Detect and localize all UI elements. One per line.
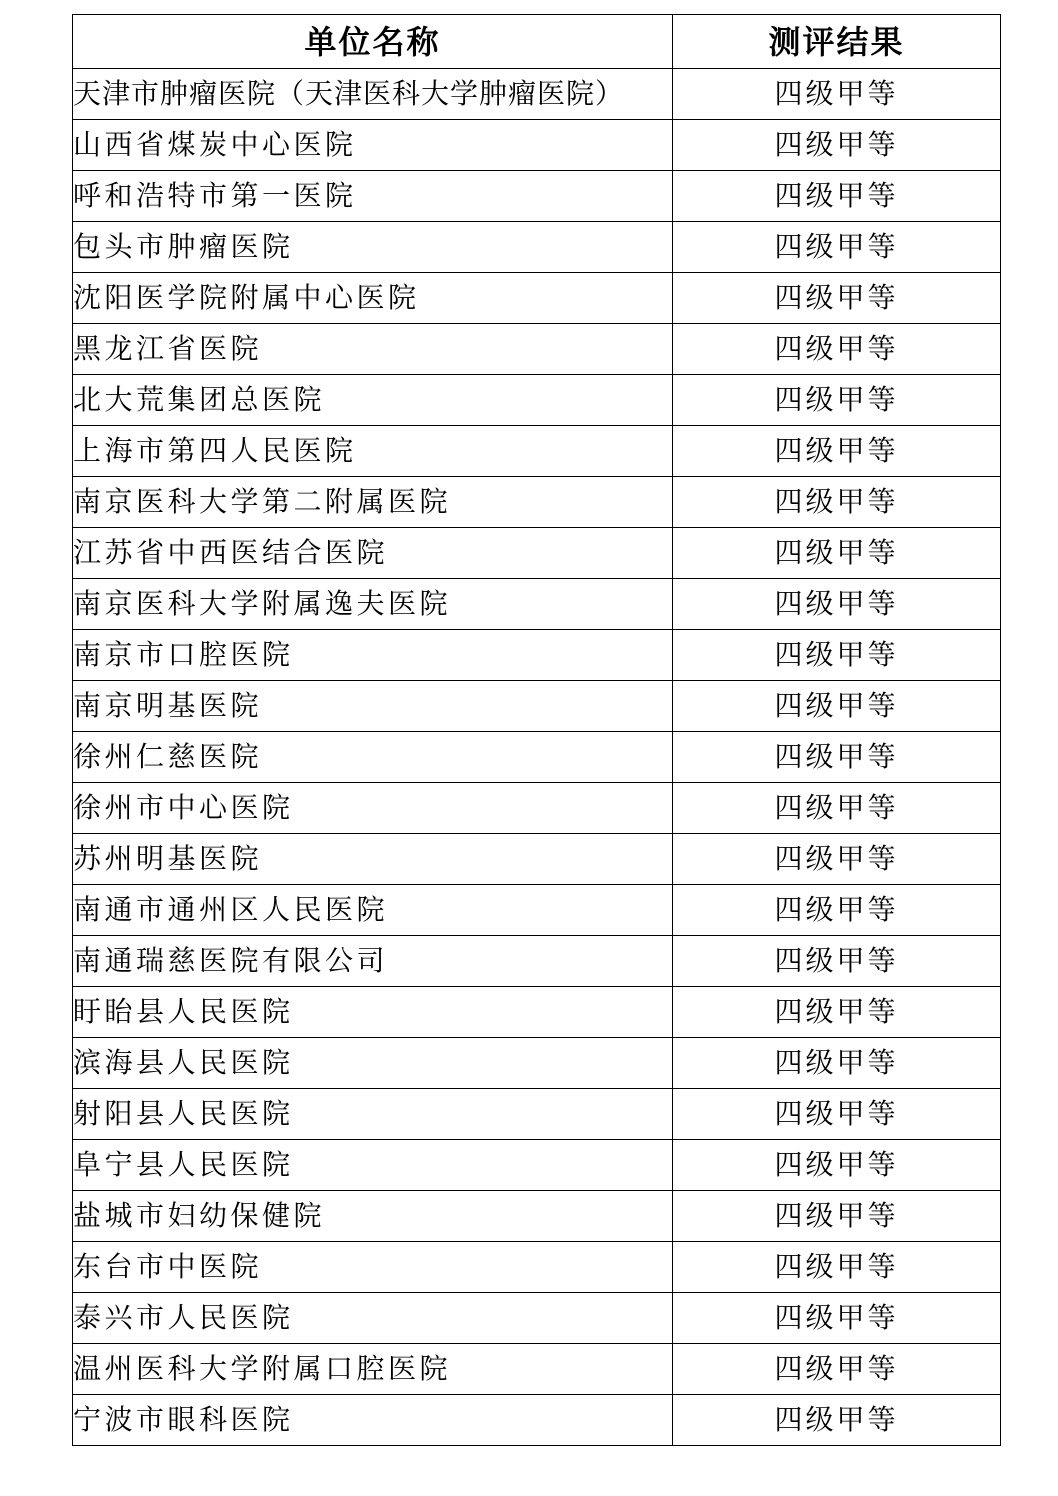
result-cell: 四级甲等	[673, 630, 1001, 681]
table-row	[73, 1242, 1001, 1293]
table-row	[73, 120, 1001, 171]
result-cell: 四级甲等	[673, 1344, 1001, 1395]
unit-name-cell: 徐州市中心医院	[73, 783, 673, 834]
result-cell: 四级甲等	[673, 324, 1001, 375]
result-cell: 四级甲等	[673, 936, 1001, 987]
table-row	[73, 732, 1001, 783]
table-row	[73, 477, 1001, 528]
result-cell: 四级甲等	[673, 171, 1001, 222]
result-cell: 四级甲等	[673, 1038, 1001, 1089]
unit-name-cell: 沈阳医学院附属中心医院	[73, 273, 673, 324]
table-header-row	[73, 15, 1001, 69]
result-cell: 四级甲等	[673, 579, 1001, 630]
result-cell: 四级甲等	[673, 273, 1001, 324]
table-row	[73, 1395, 1001, 1446]
table-row	[73, 579, 1001, 630]
unit-name-cell: 徐州仁慈医院	[73, 732, 673, 783]
unit-name-cell: 山西省煤炭中心医院	[73, 120, 673, 171]
unit-name-cell: 苏州明基医院	[73, 834, 673, 885]
table-row	[73, 885, 1001, 936]
table-row	[73, 273, 1001, 324]
table-row	[73, 987, 1001, 1038]
unit-name-cell: 南京医科大学附属逸夫医院	[73, 579, 673, 630]
unit-name-cell: 南通瑞慈医院有限公司	[73, 936, 673, 987]
unit-name-cell: 江苏省中西医结合医院	[73, 528, 673, 579]
unit-name-cell: 南京市口腔医院	[73, 630, 673, 681]
unit-name-cell: 南通市通州区人民医院	[73, 885, 673, 936]
table-row	[73, 1191, 1001, 1242]
result-cell: 四级甲等	[673, 1089, 1001, 1140]
unit-name-cell: 温州医科大学附属口腔医院	[73, 1344, 673, 1395]
unit-name-cell: 盱眙县人民医院	[73, 987, 673, 1038]
table-row	[73, 171, 1001, 222]
result-cell: 四级甲等	[673, 885, 1001, 936]
result-cell: 四级甲等	[673, 375, 1001, 426]
header-unit-name: 单位名称	[73, 15, 673, 69]
unit-name-cell: 滨海县人民医院	[73, 1038, 673, 1089]
table-row	[73, 1140, 1001, 1191]
evaluation-results-table	[72, 14, 1001, 1446]
table-row	[73, 69, 1001, 120]
result-cell: 四级甲等	[673, 1191, 1001, 1242]
result-cell: 四级甲等	[673, 1395, 1001, 1446]
table-row	[73, 834, 1001, 885]
result-cell: 四级甲等	[673, 222, 1001, 273]
unit-name-cell: 黑龙江省医院	[73, 324, 673, 375]
result-cell: 四级甲等	[673, 1242, 1001, 1293]
table-row	[73, 222, 1001, 273]
table-row	[73, 324, 1001, 375]
result-cell: 四级甲等	[673, 681, 1001, 732]
unit-name-cell: 北大荒集团总医院	[73, 375, 673, 426]
result-cell: 四级甲等	[673, 1140, 1001, 1191]
unit-name-cell: 射阳县人民医院	[73, 1089, 673, 1140]
result-cell: 四级甲等	[673, 120, 1001, 171]
unit-name-cell: 阜宁县人民医院	[73, 1140, 673, 1191]
table-row	[73, 528, 1001, 579]
unit-name-cell: 泰兴市人民医院	[73, 1293, 673, 1344]
table-row	[73, 681, 1001, 732]
unit-name-cell: 包头市肿瘤医院	[73, 222, 673, 273]
result-cell: 四级甲等	[673, 834, 1001, 885]
table-row	[73, 1344, 1001, 1395]
result-cell: 四级甲等	[673, 426, 1001, 477]
unit-name-cell: 宁波市眼科医院	[73, 1395, 673, 1446]
unit-name-cell: 呼和浩特市第一医院	[73, 171, 673, 222]
table-row	[73, 1089, 1001, 1140]
table-body	[73, 69, 1001, 1446]
table-row	[73, 426, 1001, 477]
result-cell: 四级甲等	[673, 732, 1001, 783]
table-row	[73, 1293, 1001, 1344]
unit-name-cell: 盐城市妇幼保健院	[73, 1191, 673, 1242]
result-cell: 四级甲等	[673, 477, 1001, 528]
header-evaluation-result: 测评结果	[673, 15, 1001, 69]
table-row	[73, 783, 1001, 834]
result-cell: 四级甲等	[673, 69, 1001, 120]
result-cell: 四级甲等	[673, 987, 1001, 1038]
unit-name-cell: 东台市中医院	[73, 1242, 673, 1293]
table-row	[73, 375, 1001, 426]
result-cell: 四级甲等	[673, 783, 1001, 834]
unit-name-cell: 天津市肿瘤医院（天津医科大学肿瘤医院）	[73, 69, 673, 120]
table-row	[73, 630, 1001, 681]
unit-name-cell: 南京明基医院	[73, 681, 673, 732]
result-cell: 四级甲等	[673, 528, 1001, 579]
unit-name-cell: 上海市第四人民医院	[73, 426, 673, 477]
result-cell: 四级甲等	[673, 1293, 1001, 1344]
unit-name-cell: 南京医科大学第二附属医院	[73, 477, 673, 528]
table-row	[73, 1038, 1001, 1089]
table-row	[73, 936, 1001, 987]
